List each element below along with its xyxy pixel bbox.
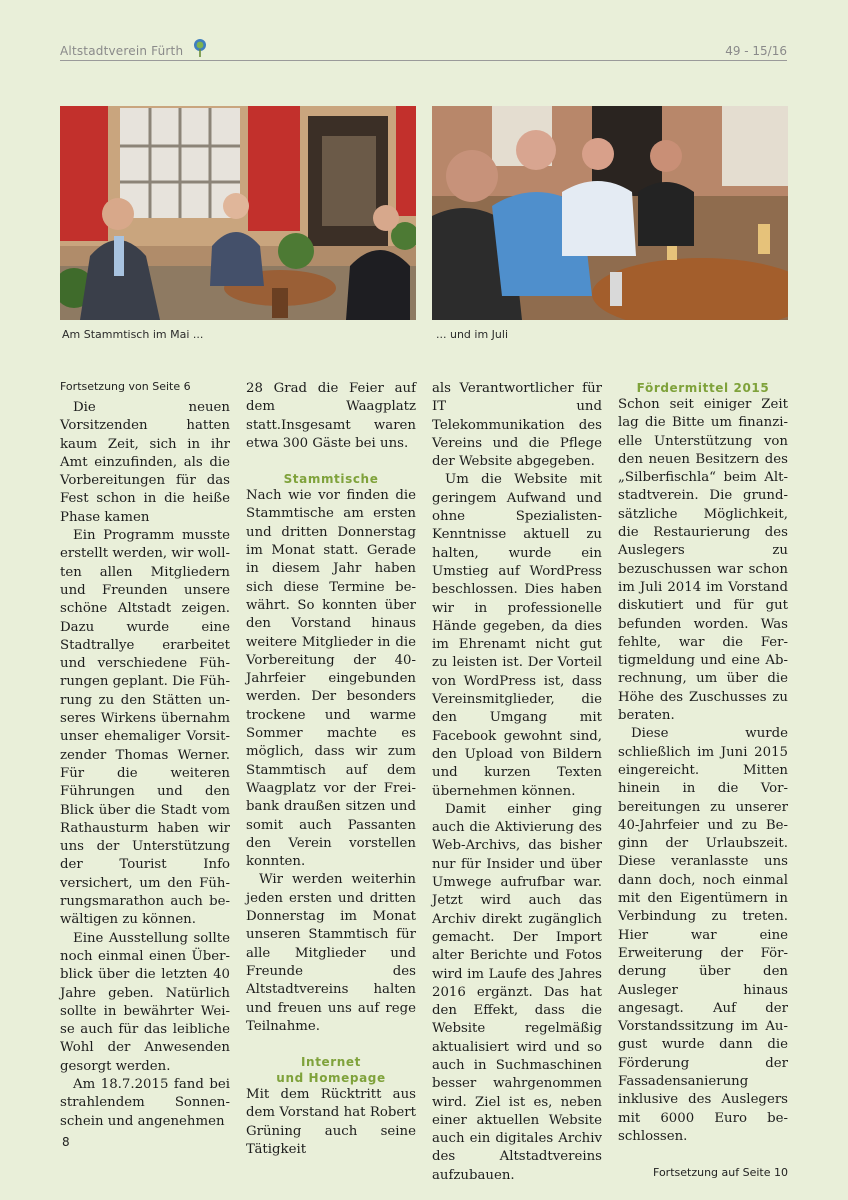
paragraph: Die neuen Vorsitzenden hatten kaum Zeit, sich in ihr Amt einzufinden, als die Vorbereitungen für das Fest schon in die heiße Phase kamen <box>60 400 230 525</box>
text-column-4 <box>618 380 788 1182</box>
publication-title: Altstadtverein Fürth <box>60 44 184 58</box>
paragraph: Wir werden weiterhin jeden ersten und dritten Donnerstag im Monat unseren Stammtisch für alle Mitglieder und Freunde des Altstadtvereins halten und freuen uns auf rege Teilnahme. <box>246 872 416 1034</box>
photo-caption-left: Am Stammtisch im Mai ... <box>62 328 204 341</box>
paragraph: Nach wie vor finden die Stammtische am ersten und dritten Donnerstag im Monat statt. Gerade in diesem Jahr haben sich diese Termine bewährt. So konnten über den Vorstand hinaus weitere Mitglieder in die Vorbereitung der 40-Jahrfeier eingebunden werden. Der besonders trockene und warme Sommer machte es möglich, dass wir zum Stammtisch auf dem Waagplatz vor der Freibank draußen sitzen und somit auch Passanten den Verein vorstellen konnten. <box>246 488 416 870</box>
section-heading-homepage: und Homepage <box>276 1071 386 1086</box>
paragraph: Eine Ausstellung sollte noch einmal einen Überblick über die letzten 40 Jahre geben. Natürlich sollte in bewährter Weise auch für das leibliche Wohl der Anwesenden gesorgt werden. <box>60 930 230 1074</box>
page-header <box>60 38 787 61</box>
paragraph: 28 Grad die Feier auf dem Waagplatz statt.Insgesamt waren etwa 300 Gäste bei uns. <box>246 381 416 451</box>
paragraph: Am 18.7.2015 fand bei strahlendem Sonnenschein und angenehmen <box>60 1076 230 1129</box>
paragraph: als Verantwortlicher für IT und Telekommunikation des Vereins und die Pflege der Website abgegeben. <box>432 381 602 470</box>
issue-number: 49 - 15/16 <box>725 44 787 58</box>
photo-stammtisch-mai <box>60 106 416 320</box>
section-heading-internet: Internet <box>300 1055 362 1070</box>
text-column-1 <box>60 380 230 1131</box>
paragraph: Mit dem Rücktritt aus dem Vorstand hat Robert Grüning auch seine Tätigkeit <box>246 1087 416 1157</box>
section-heading-stammtische: Stammtische <box>283 472 379 487</box>
page-number: 8 <box>62 1135 70 1149</box>
section-heading-foerdermittel: Fördermittel 2015 <box>636 381 770 395</box>
paragraph: Um die Website mit geringem Aufwand und ohne Spezialisten-Kenntnisse aktuell zu halten, wurde ein Umstieg auf WordPress beschlossen. Dies haben wir in professionelle Hände gegeben, da dies im Ehrenamt nicht gut zu leisten ist. Der Vorteil von WordPress ist, dass Vereinsmitglieder, die den Umgang mit Facebook gewohnt sind, den Upload von Bildern und kurzen Texten übernehmen können. <box>432 472 602 799</box>
text-column-2 <box>246 380 416 1159</box>
photo-caption-right: ... und im Juli <box>436 328 509 341</box>
paragraph: Diese wurde schließlich im Juni 2015 eingereicht. Mitten hinein in die Vorbereitungen zu unserer 40-Jahrfeier und zu Beginn der Urlaubszeit. Diese veranlasste uns dann doch, noch einmal mit den Eigentümern in Verbindung zu treten. Hier war eine Erweiterung der Förderung über den Ausleger hinaus angesagt. Auf der Vorstandssitzung im August wurde dann die Förderung der Fassadensanierung inklusive des Auslegers mit 6000 Euro beschlossen. <box>618 726 788 1144</box>
paragraph: Damit einher ging auch die Aktivierung des Web-Archivs, das bisher nur für Insider und über Umwege aufrufbar war. Jetzt wird auch das Archiv direkt zugänglich gemacht. Der Import alter Berichte und Fotos wird im Laufe des Jahres 2016 ergänzt. Das hat den Effekt, dass die Website regelmäßig aktualisiert wird und so auch in Suchmaschinen besser wahrgenommen wird. Ziel ist es, neben einer aktuellen Website auch ein digitales Archiv des Altstadtvereins aufzubauen. <box>432 801 602 1183</box>
text-column-3 <box>432 380 602 1185</box>
continuation-from-note: Fortsetzung von Seite 6 <box>60 380 191 393</box>
paragraph: Ein Programm musste erstellt werden, wir wollten allen Mitgliedern und Freunden unsere schöne Altstadt zeigen. Dazu wurde eine Stadtrallye erarbeitet und verschiedene Führungen geplant. Die Führung zu den Stätten unseres Wirkens übernahm unser ehemaliger Vorsitzender Thomas Werner. Für die weiteren Führungen und den Blick über die Stadt vom Rathausturm haben wir uns der Unterstützung der Tourist Info versichert, um den Führungsmarathon auch bewältigen zu können. <box>60 528 230 928</box>
paragraph: Schon seit einiger Zeit lag die Bitte um finanzielle Unterstützung von den neuen Besitzern des „Silberfischla“ beim Altstadtverein. Die grundsätzliche Möglichkeit, die Restaurierung des Auslegers zu bezuschussen war schon im Juli 2014 im Vorstand diskutiert und für gut befunden worden. Was fehlte, war die Fertigmeldung und eine Abrechnung, um über die Höhe des Zuschusses zu beraten. <box>618 397 788 724</box>
photo-stammtisch-juli <box>432 106 788 320</box>
continuation-to-note: Fortsetzung auf Seite 10 <box>653 1166 788 1180</box>
tree-logo-icon <box>192 38 208 58</box>
